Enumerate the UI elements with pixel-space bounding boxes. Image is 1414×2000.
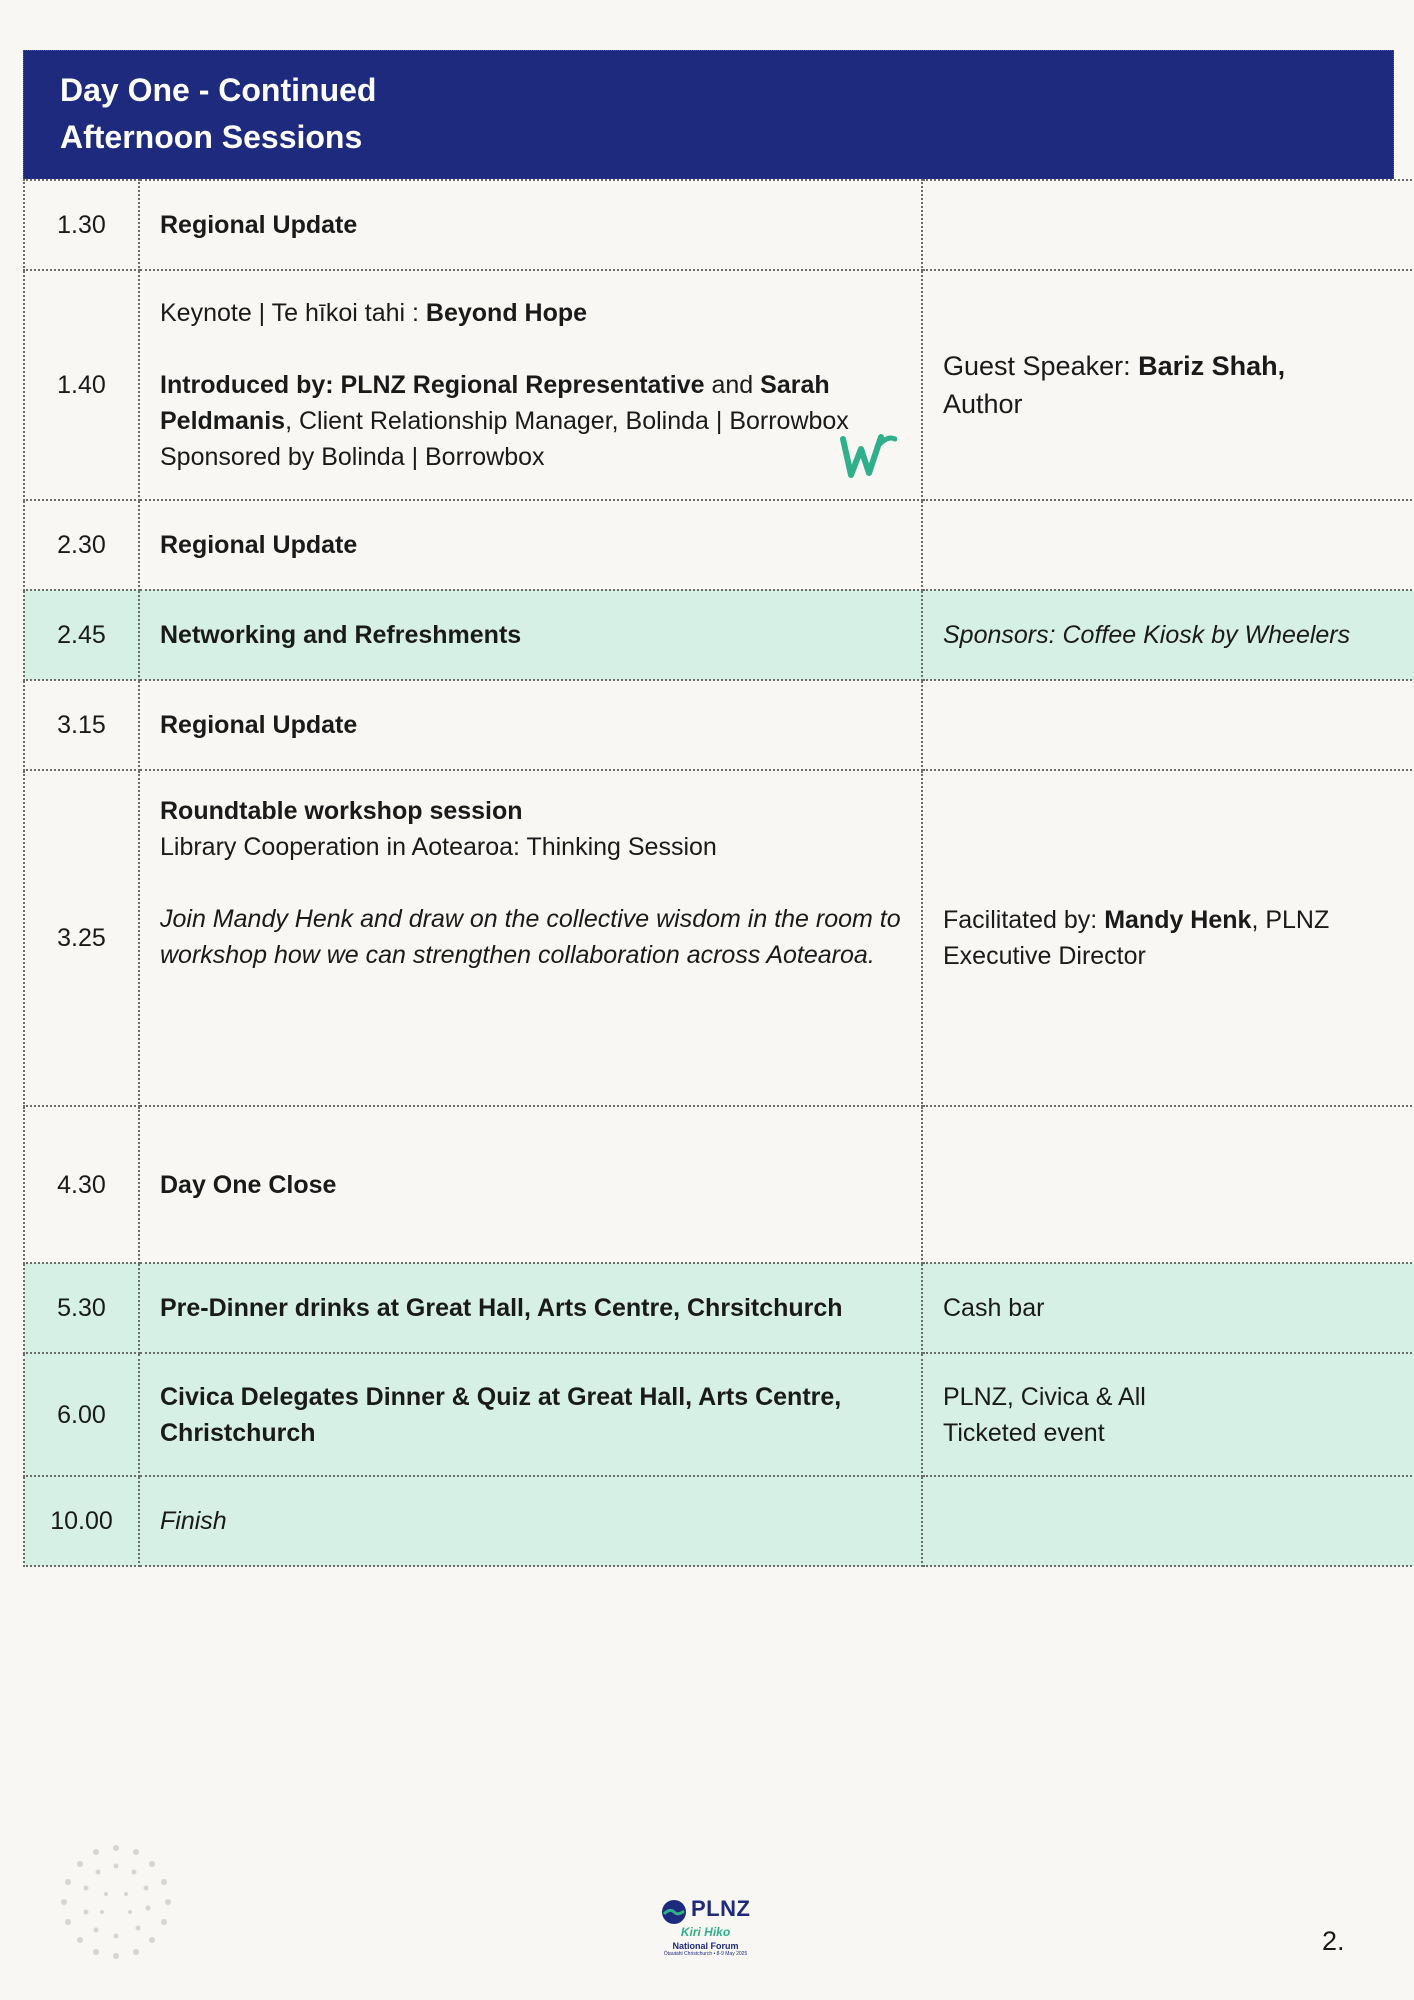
session-time: 5.30: [24, 1263, 139, 1353]
session-title: Pre-Dinner drinks at Great Hall, Arts Centre, Chrsitchurch: [139, 1263, 922, 1353]
session-time: 3.15: [24, 680, 139, 770]
agenda-row: [24, 1476, 1414, 1566]
session-time: 4.30: [24, 1106, 139, 1263]
session-time: 2.30: [24, 500, 139, 590]
agenda-row: [24, 500, 1414, 590]
agenda-row: [24, 680, 1414, 770]
session-title: Regional Update: [139, 500, 922, 590]
session-side: [922, 1476, 1414, 1566]
session-details: [139, 270, 922, 500]
decorative-dot-circle-icon: [46, 1838, 186, 1968]
plnz-logo: [658, 1896, 753, 1957]
session-time: 1.40: [24, 270, 139, 500]
agenda-table: [23, 179, 1414, 1567]
session-time: 6.00: [24, 1353, 139, 1476]
introduced-by: Introduced by: PLNZ Regional Representative and Sarah Peldmanis, Client Relationship Manager, Bolinda | Borrowbox: [160, 371, 849, 435]
header-line-1: Day One - Continued: [60, 72, 377, 108]
session-side: PLNZ, Civica & All Ticketed event: [922, 1353, 1414, 1476]
wave-globe-icon: [661, 1899, 687, 1925]
guest-speaker: Guest Speaker: Bariz Shah, Author: [922, 270, 1414, 500]
facilitator: Facilitated by: Mandy Henk, PLNZ Executive Director: [922, 770, 1414, 1106]
session-subtitle: Library Cooperation in Aotearoa: Thinking Session: [160, 833, 717, 861]
session-side: [922, 680, 1414, 770]
agenda-row: [24, 590, 1414, 680]
sponsor-w-logo-icon: [837, 425, 897, 481]
keynote-title: Beyond Hope: [425, 299, 588, 327]
session-sponsor: Sponsors: Coffee Kiosk by Wheelers: [922, 590, 1414, 680]
agenda-row: [24, 1263, 1414, 1353]
header-line-2: Afternoon Sessions: [60, 119, 363, 155]
session-title: Day One Close: [139, 1106, 922, 1263]
logo-main-text: PLNZ: [691, 1896, 751, 1921]
sponsor-line: Sponsored by Bolinda | Borrowbox: [160, 443, 545, 471]
session-side: [922, 500, 1414, 590]
agenda-row: [24, 770, 1414, 1106]
keynote-line: Keynote | Te hīkoi tahi : Beyond Hope: [160, 299, 588, 327]
logo-sub-text: Kiri Hiko: [680, 1924, 731, 1939]
agenda-row: [24, 1106, 1414, 1263]
session-description: Join Mandy Henk and draw on the collective wisdom in the room to workshop how we can strengthen collaboration across Aotearoa.: [160, 905, 901, 969]
agenda-row: [24, 1353, 1414, 1476]
agenda-row: [24, 180, 1414, 270]
section-header: [23, 50, 1394, 179]
session-time: 1.30: [24, 180, 139, 270]
session-time: 2.45: [24, 590, 139, 680]
agenda-page: [23, 50, 1394, 1567]
session-title: Civica Delegates Dinner & Quiz at Great Hall, Arts Centre, Christchurch: [139, 1353, 922, 1476]
logo-small-text: Ōtautahi Christchurch • 8-9 May 2025: [663, 1950, 748, 1957]
session-title: Regional Update: [139, 680, 922, 770]
page-number: 2.: [1322, 1926, 1345, 1956]
session-title: Networking and Refreshments: [139, 590, 922, 680]
logo-tag-text: National Forum: [672, 1940, 739, 1951]
session-title: Roundtable workshop session: [160, 797, 523, 825]
session-time: 10.00: [24, 1476, 139, 1566]
session-side: Cash bar: [922, 1263, 1414, 1353]
session-side: [922, 180, 1414, 270]
session-side: [922, 1106, 1414, 1263]
session-title: Finish: [139, 1476, 922, 1566]
session-details: [139, 770, 922, 1106]
session-time: 3.25: [24, 770, 139, 1106]
agenda-row: [24, 270, 1414, 500]
session-title: Regional Update: [139, 180, 922, 270]
